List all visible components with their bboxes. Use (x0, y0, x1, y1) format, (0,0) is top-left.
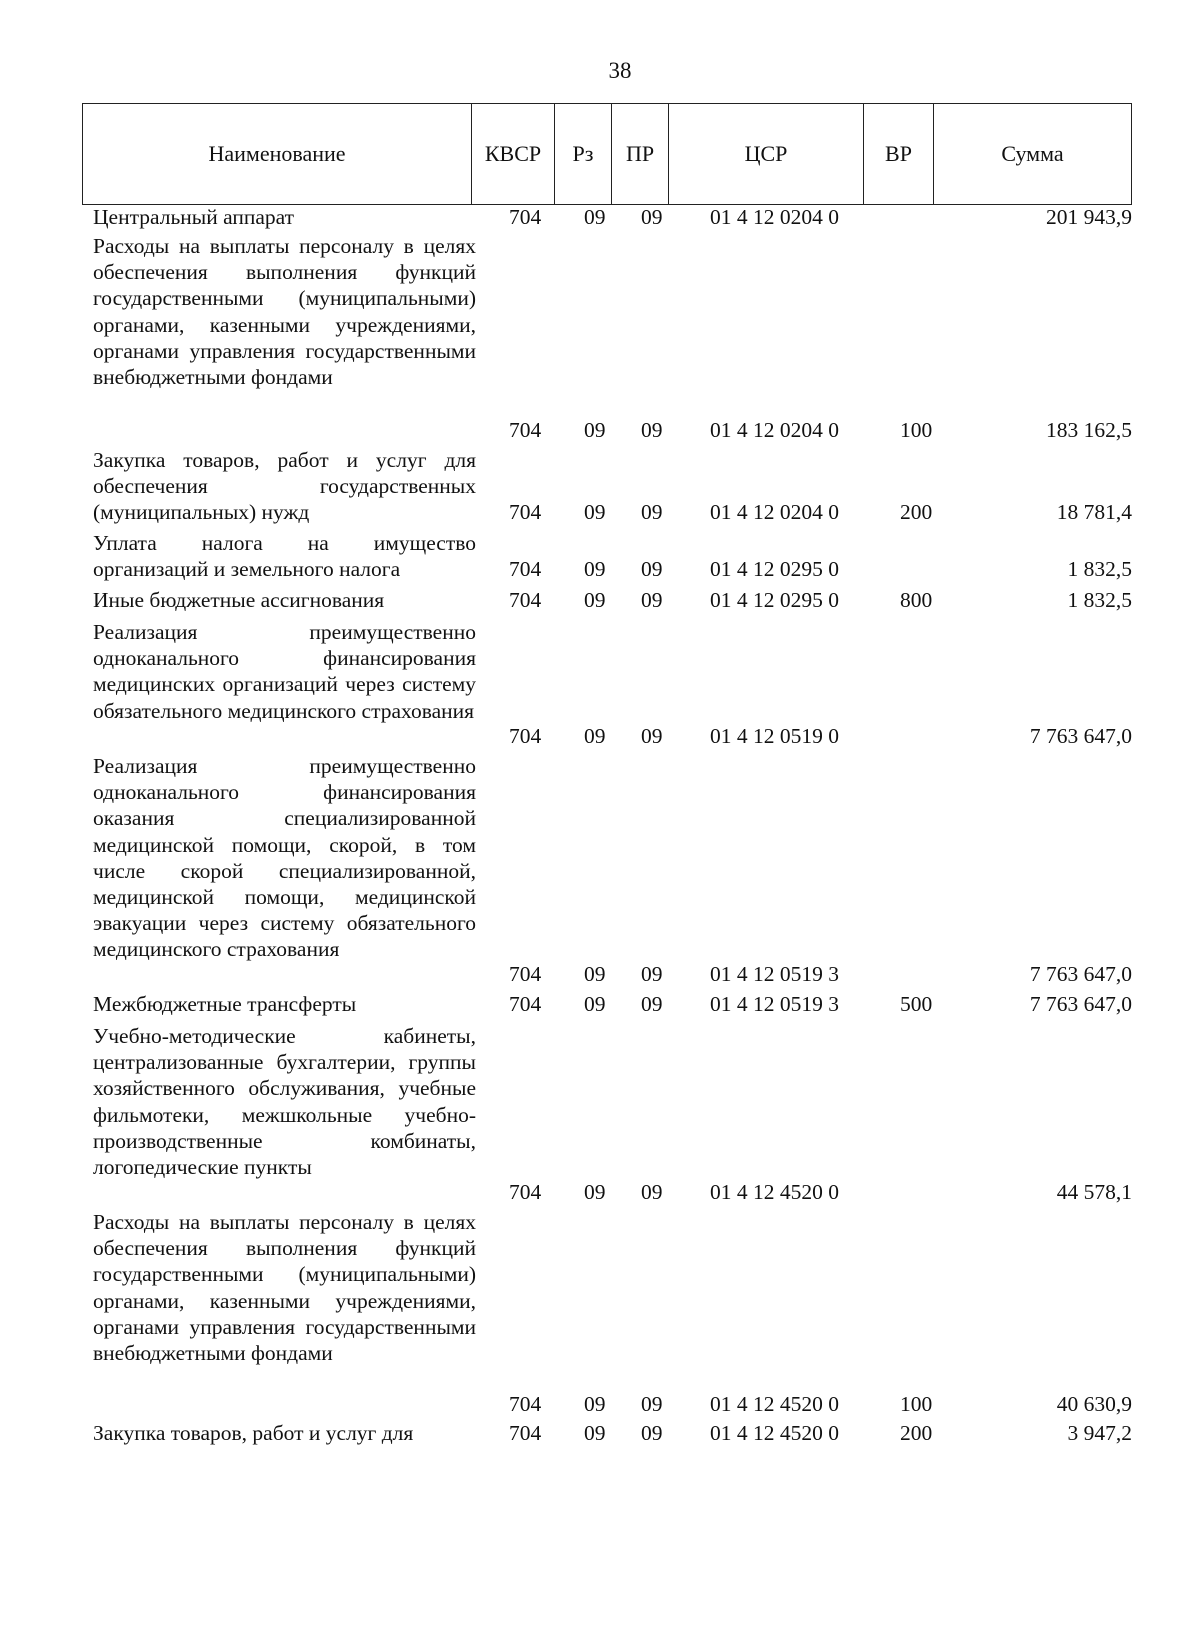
row-kvsr: 704 (509, 556, 542, 581)
table-row (0, 1420, 1200, 1446)
row-sum: 3 947,2 (1067, 1420, 1132, 1445)
row-pr: 09 (641, 417, 663, 442)
row-pr: 09 (641, 556, 663, 581)
row-csr: 01 4 12 4520 0 (710, 1391, 839, 1416)
row-sum: 7 763 647,0 (1029, 723, 1132, 748)
row-name: Центральный аппарат (93, 205, 295, 229)
header-pr: ПР (612, 104, 669, 204)
row-kvsr: 704 (509, 1179, 542, 1204)
row-vr: 800 (900, 587, 933, 612)
row-kvsr: 704 (509, 991, 542, 1016)
row-rz: 09 (584, 991, 606, 1016)
row-csr: 01 4 12 4520 0 (710, 1420, 839, 1445)
row-csr: 01 4 12 0519 0 (710, 723, 839, 748)
row-name: Реализация преимущественно одноканального финансирования медицинских организаций через систему обязательного медицинского страхования (93, 620, 476, 723)
row-name: Расходы на выплаты персоналу в целях обеспечения выполнения функций государственными (муниципальными) органами, казенными учреждениями, органами управления государственными внебюджетными фондами (93, 1210, 476, 1366)
row-kvsr: 704 (509, 204, 542, 229)
row-rz: 09 (584, 417, 606, 442)
table-row (0, 1023, 1200, 1205)
row-rz: 09 (584, 1420, 606, 1445)
row-sum: 183 162,5 (1046, 417, 1132, 442)
header-kvsr: КВСР (472, 104, 555, 204)
row-vr: 200 (900, 499, 933, 524)
row-vr: 100 (900, 1391, 933, 1416)
row-rz: 09 (584, 556, 606, 581)
row-rz: 09 (584, 204, 606, 229)
table-row (0, 753, 1200, 987)
row-pr: 09 (641, 1179, 663, 1204)
row-csr: 01 4 12 0204 0 (710, 204, 839, 229)
row-name: Закупка товаров, работ и услуг для (93, 1421, 414, 1445)
row-sum: 44 578,1 (1056, 1179, 1132, 1204)
row-pr: 09 (641, 587, 663, 612)
row-name: Межбюджетные трансферты (93, 992, 357, 1016)
row-rz: 09 (584, 499, 606, 524)
row-pr: 09 (641, 1420, 663, 1445)
row-sum: 40 630,9 (1056, 1391, 1132, 1416)
row-name: Реализация преимущественно одноканального финансирования оказания специализированной медицинской помощи, скорой, в том числе скорой специализированной, медицинской помощи, медицинской эвакуации через систему обязательного медицинского страхования (93, 754, 476, 962)
row-kvsr: 704 (509, 1391, 542, 1416)
row-sum: 1 832,5 (1067, 556, 1132, 581)
table-row (0, 1209, 1200, 1417)
row-kvsr: 704 (509, 961, 542, 986)
row-sum: 18 781,4 (1056, 499, 1132, 524)
row-name: Уплата налога на имущество организаций и земельного налога (93, 531, 476, 582)
header-vr: ВР (864, 104, 934, 204)
row-pr: 09 (641, 1391, 663, 1416)
row-rz: 09 (584, 1179, 606, 1204)
row-name: Учебно-методические кабинеты, централизованные бухгалтерии, группы хозяйственного обслуживания, учебные фильмотеки, межшкольные учебно-производственные комбинаты, логопедические пункты (93, 1024, 476, 1180)
row-kvsr: 704 (509, 499, 542, 524)
row-sum: 1 832,5 (1067, 587, 1132, 612)
row-sum: 7 763 647,0 (1029, 991, 1132, 1016)
row-vr: 100 (900, 417, 933, 442)
table-header (82, 103, 1132, 205)
row-kvsr: 704 (509, 1420, 542, 1445)
row-rz: 09 (584, 723, 606, 748)
header-rz: Рз (555, 104, 612, 204)
table-row (0, 530, 1200, 582)
table-row (0, 991, 1200, 1017)
row-rz: 09 (584, 1391, 606, 1416)
row-kvsr: 704 (509, 587, 542, 612)
row-rz: 09 (584, 961, 606, 986)
row-vr: 500 (900, 991, 933, 1016)
row-csr: 01 4 12 4520 0 (710, 1179, 839, 1204)
row-sum: 201 943,9 (1046, 204, 1132, 229)
table-row (0, 233, 1200, 443)
page-number: 38 (608, 58, 632, 83)
row-name: Закупка товаров, работ и услуг для обеспечения государственных (муниципальных) нужд (93, 448, 476, 525)
table-row (0, 587, 1200, 613)
header-sum: Сумма (1001, 141, 1064, 166)
row-csr: 01 4 12 0204 0 (710, 499, 839, 524)
row-vr: 200 (900, 1420, 933, 1445)
row-pr: 09 (641, 499, 663, 524)
row-kvsr: 704 (509, 417, 542, 442)
row-name: Иные бюджетные ассигнования (93, 588, 385, 612)
row-csr: 01 4 12 0519 3 (710, 961, 839, 986)
row-pr: 09 (641, 204, 663, 229)
row-name: Расходы на выплаты персоналу в целях обеспечения выполнения функций государственными (муниципальными) органами, казенными учреждениями, органами управления государственными внебюджетными фондами (93, 234, 476, 390)
row-sum: 7 763 647,0 (1029, 961, 1132, 986)
table-row (0, 204, 1200, 230)
header-name: Наименование (83, 104, 472, 204)
row-pr: 09 (641, 961, 663, 986)
table-row (0, 619, 1200, 749)
row-pr: 09 (641, 991, 663, 1016)
row-csr: 01 4 12 0519 3 (710, 991, 839, 1016)
row-kvsr: 704 (509, 723, 542, 748)
row-rz: 09 (584, 587, 606, 612)
row-csr: 01 4 12 0295 0 (710, 556, 839, 581)
header-csr: ЦСР (669, 104, 864, 204)
table-row (0, 447, 1200, 525)
row-csr: 01 4 12 0204 0 (710, 417, 839, 442)
row-csr: 01 4 12 0295 0 (710, 587, 839, 612)
row-pr: 09 (641, 723, 663, 748)
